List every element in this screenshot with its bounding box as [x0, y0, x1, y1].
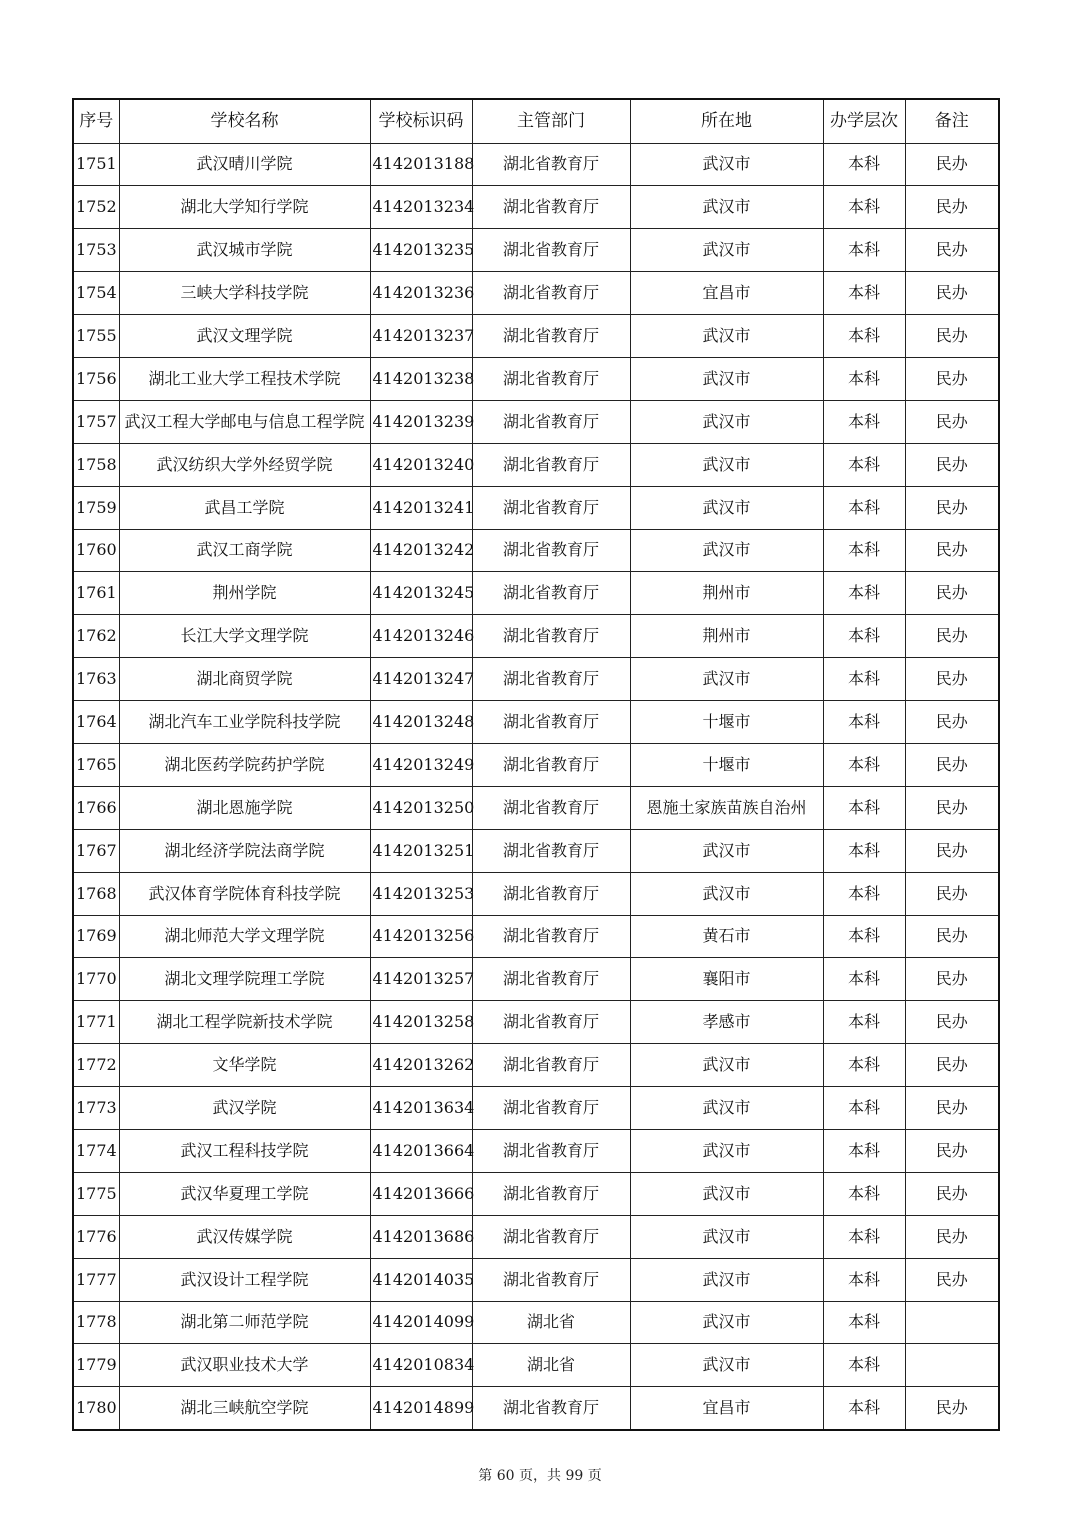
- cell-location: 武汉市: [630, 1044, 823, 1087]
- cell-location: 孝感市: [630, 1001, 823, 1044]
- cell-school-code: 4142013253: [370, 872, 472, 915]
- cell-school-code: 4142013242: [370, 529, 472, 572]
- cell-location: 武汉市: [630, 529, 823, 572]
- table-row: [73, 315, 999, 358]
- cell-seq: 1760: [73, 529, 119, 572]
- header-authority: 主管部门: [472, 99, 630, 143]
- cell-location: 武汉市: [630, 658, 823, 701]
- cell-school-code: 4142013235: [370, 229, 472, 272]
- cell-level: 本科: [823, 1129, 905, 1172]
- table-row: [73, 872, 999, 915]
- cell-school-code: 4142013248: [370, 701, 472, 744]
- cell-seq: 1771: [73, 1001, 119, 1044]
- cell-remarks: 民办: [905, 1215, 999, 1258]
- cell-remarks: 民办: [905, 486, 999, 529]
- cell-school-code: 4142010834: [370, 1344, 472, 1387]
- cell-school-code: 4142014035: [370, 1258, 472, 1301]
- cell-seq: 1779: [73, 1344, 119, 1387]
- cell-remarks: 民办: [905, 400, 999, 443]
- cell-authority: 湖北省教育厅: [472, 915, 630, 958]
- cell-school-name: 荆州学院: [119, 572, 370, 615]
- cell-authority: 湖北省教育厅: [472, 1387, 630, 1430]
- cell-school-name: 三峡大学科技学院: [119, 272, 370, 315]
- cell-school-code: 4142013258: [370, 1001, 472, 1044]
- cell-remarks: 民办: [905, 743, 999, 786]
- header-seq: 序号: [73, 99, 119, 143]
- cell-authority: 湖北省: [472, 1344, 630, 1387]
- cell-school-name: 武汉职业技术大学: [119, 1344, 370, 1387]
- cell-seq: 1759: [73, 486, 119, 529]
- cell-school-name: 武汉纺织大学外经贸学院: [119, 443, 370, 486]
- cell-level: 本科: [823, 701, 905, 744]
- cell-school-code: 4142013666: [370, 1172, 472, 1215]
- cell-school-code: 4142013241: [370, 486, 472, 529]
- cell-remarks: 民办: [905, 143, 999, 186]
- cell-school-name: 湖北汽车工业学院科技学院: [119, 701, 370, 744]
- cell-remarks: 民办: [905, 572, 999, 615]
- table-row: [73, 1044, 999, 1087]
- cell-seq: 1770: [73, 958, 119, 1001]
- cell-level: 本科: [823, 529, 905, 572]
- cell-remarks: 民办: [905, 658, 999, 701]
- cell-location: 武汉市: [630, 143, 823, 186]
- cell-level: 本科: [823, 958, 905, 1001]
- cell-school-name: 武汉城市学院: [119, 229, 370, 272]
- cell-school-name: 武汉工商学院: [119, 529, 370, 572]
- table-row: [73, 743, 999, 786]
- cell-school-code: 4142013250: [370, 786, 472, 829]
- cell-school-name: 武汉文理学院: [119, 315, 370, 358]
- cell-level: 本科: [823, 615, 905, 658]
- cell-level: 本科: [823, 915, 905, 958]
- table-row: [73, 357, 999, 400]
- cell-remarks: 民办: [905, 1387, 999, 1430]
- cell-remarks: 民办: [905, 229, 999, 272]
- cell-authority: 湖北省教育厅: [472, 400, 630, 443]
- cell-location: 襄阳市: [630, 958, 823, 1001]
- cell-school-name: 武汉体育学院体育科技学院: [119, 872, 370, 915]
- table-row: [73, 786, 999, 829]
- cell-school-name: 湖北第二师范学院: [119, 1301, 370, 1344]
- cell-location: 恩施土家族苗族自治州: [630, 786, 823, 829]
- table-row: [73, 486, 999, 529]
- cell-seq: 1753: [73, 229, 119, 272]
- cell-level: 本科: [823, 143, 905, 186]
- cell-school-name: 湖北工程学院新技术学院: [119, 1001, 370, 1044]
- cell-level: 本科: [823, 572, 905, 615]
- cell-level: 本科: [823, 829, 905, 872]
- cell-remarks: 民办: [905, 1044, 999, 1087]
- cell-school-name: 湖北文理学院理工学院: [119, 958, 370, 1001]
- cell-remarks: 民办: [905, 1258, 999, 1301]
- cell-location: 武汉市: [630, 1344, 823, 1387]
- table-body: [73, 143, 999, 1430]
- cell-authority: 湖北省教育厅: [472, 872, 630, 915]
- cell-school-name: 湖北三峡航空学院: [119, 1387, 370, 1430]
- cell-authority: 湖北省教育厅: [472, 1258, 630, 1301]
- cell-school-name: 湖北工业大学工程技术学院: [119, 357, 370, 400]
- cell-authority: 湖北省教育厅: [472, 658, 630, 701]
- cell-location: 武汉市: [630, 443, 823, 486]
- cell-location: 宜昌市: [630, 1387, 823, 1430]
- cell-remarks: 民办: [905, 1087, 999, 1130]
- cell-level: 本科: [823, 743, 905, 786]
- cell-remarks: 民办: [905, 829, 999, 872]
- cell-remarks: [905, 1301, 999, 1344]
- cell-level: 本科: [823, 315, 905, 358]
- cell-seq: 1777: [73, 1258, 119, 1301]
- cell-authority: 湖北省教育厅: [472, 958, 630, 1001]
- cell-authority: 湖北省教育厅: [472, 357, 630, 400]
- table-row: [73, 400, 999, 443]
- cell-location: 武汉市: [630, 229, 823, 272]
- table-row: [73, 143, 999, 186]
- cell-remarks: 民办: [905, 529, 999, 572]
- table-row: [73, 229, 999, 272]
- cell-school-code: 4142013239: [370, 400, 472, 443]
- cell-school-code: 4142013686: [370, 1215, 472, 1258]
- cell-location: 武汉市: [630, 186, 823, 229]
- cell-authority: 湖北省教育厅: [472, 143, 630, 186]
- cell-seq: 1758: [73, 443, 119, 486]
- cell-seq: 1766: [73, 786, 119, 829]
- cell-location: 黄石市: [630, 915, 823, 958]
- cell-school-code: 4142013251: [370, 829, 472, 872]
- cell-level: 本科: [823, 1215, 905, 1258]
- cell-remarks: 民办: [905, 1001, 999, 1044]
- cell-seq: 1778: [73, 1301, 119, 1344]
- cell-level: 本科: [823, 786, 905, 829]
- cell-school-name: 武汉传媒学院: [119, 1215, 370, 1258]
- cell-school-code: 4142013249: [370, 743, 472, 786]
- cell-school-code: 4142013238: [370, 357, 472, 400]
- table-row: [73, 1087, 999, 1130]
- cell-level: 本科: [823, 357, 905, 400]
- table-row: [73, 829, 999, 872]
- cell-remarks: 民办: [905, 958, 999, 1001]
- cell-seq: 1761: [73, 572, 119, 615]
- cell-school-code: 4142013246: [370, 615, 472, 658]
- table-header: [73, 99, 999, 143]
- cell-location: 武汉市: [630, 1301, 823, 1344]
- cell-remarks: 民办: [905, 872, 999, 915]
- cell-authority: 湖北省教育厅: [472, 443, 630, 486]
- cell-seq: 1774: [73, 1129, 119, 1172]
- cell-location: 武汉市: [630, 400, 823, 443]
- cell-school-code: 4142013256: [370, 915, 472, 958]
- cell-authority: 湖北省教育厅: [472, 829, 630, 872]
- cell-seq: 1764: [73, 701, 119, 744]
- cell-school-code: 4142013262: [370, 1044, 472, 1087]
- table-row: [73, 1258, 999, 1301]
- cell-authority: 湖北省教育厅: [472, 743, 630, 786]
- cell-school-name: 文华学院: [119, 1044, 370, 1087]
- cell-authority: 湖北省教育厅: [472, 572, 630, 615]
- table-row: [73, 272, 999, 315]
- cell-level: 本科: [823, 272, 905, 315]
- cell-school-code: 4142013664: [370, 1129, 472, 1172]
- cell-remarks: 民办: [905, 1129, 999, 1172]
- cell-authority: 湖北省教育厅: [472, 315, 630, 358]
- schools-table: [72, 98, 1000, 1431]
- cell-seq: 1775: [73, 1172, 119, 1215]
- cell-authority: 湖北省教育厅: [472, 229, 630, 272]
- cell-level: 本科: [823, 658, 905, 701]
- table-row: [73, 1001, 999, 1044]
- cell-seq: 1757: [73, 400, 119, 443]
- cell-authority: 湖北省教育厅: [472, 1129, 630, 1172]
- cell-school-name: 武汉学院: [119, 1087, 370, 1130]
- cell-seq: 1768: [73, 872, 119, 915]
- cell-seq: 1776: [73, 1215, 119, 1258]
- cell-level: 本科: [823, 486, 905, 529]
- cell-location: 武汉市: [630, 357, 823, 400]
- cell-seq: 1754: [73, 272, 119, 315]
- cell-school-name: 长江大学文理学院: [119, 615, 370, 658]
- cell-school-code: 4142013236: [370, 272, 472, 315]
- header-remarks: 备注: [905, 99, 999, 143]
- cell-location: 武汉市: [630, 1172, 823, 1215]
- table-row: [73, 701, 999, 744]
- cell-level: 本科: [823, 1301, 905, 1344]
- cell-level: 本科: [823, 186, 905, 229]
- table-row: [73, 958, 999, 1001]
- cell-authority: 湖北省教育厅: [472, 186, 630, 229]
- table-row: [73, 1129, 999, 1172]
- cell-school-code: 4142014099: [370, 1301, 472, 1344]
- table-row: [73, 529, 999, 572]
- cell-school-name: 武汉设计工程学院: [119, 1258, 370, 1301]
- cell-remarks: 民办: [905, 357, 999, 400]
- header-level: 办学层次: [823, 99, 905, 143]
- cell-level: 本科: [823, 229, 905, 272]
- cell-school-code: 4142013237: [370, 315, 472, 358]
- cell-level: 本科: [823, 1258, 905, 1301]
- cell-school-name: 武汉工程科技学院: [119, 1129, 370, 1172]
- cell-level: 本科: [823, 1344, 905, 1387]
- header-location: 所在地: [630, 99, 823, 143]
- cell-school-code: 4142013634: [370, 1087, 472, 1130]
- cell-level: 本科: [823, 1044, 905, 1087]
- cell-seq: 1773: [73, 1087, 119, 1130]
- cell-school-code: 4142013240: [370, 443, 472, 486]
- cell-remarks: 民办: [905, 186, 999, 229]
- cell-school-code: 4142013247: [370, 658, 472, 701]
- cell-authority: 湖北省教育厅: [472, 615, 630, 658]
- table-row: [73, 615, 999, 658]
- cell-school-code: 4142013188: [370, 143, 472, 186]
- cell-location: 武汉市: [630, 1258, 823, 1301]
- cell-remarks: [905, 1344, 999, 1387]
- cell-location: 武汉市: [630, 1087, 823, 1130]
- cell-school-code: 4142013245: [370, 572, 472, 615]
- cell-location: 武汉市: [630, 872, 823, 915]
- cell-remarks: 民办: [905, 786, 999, 829]
- cell-school-name: 武汉工程大学邮电与信息工程学院: [119, 400, 370, 443]
- cell-location: 荆州市: [630, 572, 823, 615]
- cell-school-name: 湖北师范大学文理学院: [119, 915, 370, 958]
- cell-remarks: 民办: [905, 443, 999, 486]
- cell-authority: 湖北省: [472, 1301, 630, 1344]
- cell-location: 荆州市: [630, 615, 823, 658]
- cell-level: 本科: [823, 1001, 905, 1044]
- cell-location: 宜昌市: [630, 272, 823, 315]
- cell-location: 武汉市: [630, 1215, 823, 1258]
- cell-school-name: 武昌工学院: [119, 486, 370, 529]
- cell-authority: 湖北省教育厅: [472, 486, 630, 529]
- cell-school-name: 湖北恩施学院: [119, 786, 370, 829]
- cell-seq: 1767: [73, 829, 119, 872]
- cell-school-name: 湖北经济学院法商学院: [119, 829, 370, 872]
- cell-authority: 湖北省教育厅: [472, 1044, 630, 1087]
- cell-authority: 湖北省教育厅: [472, 1172, 630, 1215]
- cell-seq: 1772: [73, 1044, 119, 1087]
- table-row: [73, 1344, 999, 1387]
- cell-remarks: 民办: [905, 915, 999, 958]
- cell-seq: 1769: [73, 915, 119, 958]
- cell-school-code: 4142014899: [370, 1387, 472, 1430]
- cell-authority: 湖北省教育厅: [472, 701, 630, 744]
- cell-level: 本科: [823, 1387, 905, 1430]
- table-row: [73, 1215, 999, 1258]
- cell-school-name: 湖北商贸学院: [119, 658, 370, 701]
- cell-authority: 湖北省教育厅: [472, 529, 630, 572]
- cell-authority: 湖北省教育厅: [472, 272, 630, 315]
- cell-location: 武汉市: [630, 829, 823, 872]
- cell-authority: 湖北省教育厅: [472, 1001, 630, 1044]
- cell-level: 本科: [823, 400, 905, 443]
- cell-remarks: 民办: [905, 272, 999, 315]
- cell-location: 武汉市: [630, 486, 823, 529]
- table-row: [73, 443, 999, 486]
- table-row: [73, 1387, 999, 1430]
- cell-remarks: 民办: [905, 615, 999, 658]
- cell-level: 本科: [823, 1172, 905, 1215]
- header-row: [73, 99, 999, 143]
- cell-remarks: 民办: [905, 315, 999, 358]
- cell-school-code: 4142013257: [370, 958, 472, 1001]
- cell-location: 十堰市: [630, 701, 823, 744]
- page-footer: 第 60 页，共 99 页: [478, 1468, 602, 1484]
- cell-level: 本科: [823, 1087, 905, 1130]
- cell-seq: 1762: [73, 615, 119, 658]
- table-row: [73, 658, 999, 701]
- table-row: [73, 915, 999, 958]
- cell-seq: 1751: [73, 143, 119, 186]
- cell-authority: 湖北省教育厅: [472, 1215, 630, 1258]
- cell-remarks: 民办: [905, 701, 999, 744]
- cell-location: 武汉市: [630, 1129, 823, 1172]
- cell-location: 十堰市: [630, 743, 823, 786]
- cell-remarks: 民办: [905, 1172, 999, 1215]
- cell-seq: 1752: [73, 186, 119, 229]
- cell-school-name: 武汉晴川学院: [119, 143, 370, 186]
- cell-seq: 1763: [73, 658, 119, 701]
- cell-school-code: 4142013234: [370, 186, 472, 229]
- cell-authority: 湖北省教育厅: [472, 1087, 630, 1130]
- header-school-name: 学校名称: [119, 99, 370, 143]
- table-row: [73, 1301, 999, 1344]
- cell-location: 武汉市: [630, 315, 823, 358]
- cell-authority: 湖北省教育厅: [472, 786, 630, 829]
- table-row: [73, 186, 999, 229]
- cell-seq: 1780: [73, 1387, 119, 1430]
- header-school-code: 学校标识码: [370, 99, 472, 143]
- cell-school-name: 湖北大学知行学院: [119, 186, 370, 229]
- table-row: [73, 1172, 999, 1215]
- cell-seq: 1756: [73, 357, 119, 400]
- cell-level: 本科: [823, 872, 905, 915]
- table-row: [73, 572, 999, 615]
- cell-seq: 1755: [73, 315, 119, 358]
- cell-school-name: 武汉华夏理工学院: [119, 1172, 370, 1215]
- cell-level: 本科: [823, 443, 905, 486]
- cell-school-name: 湖北医药学院药护学院: [119, 743, 370, 786]
- cell-seq: 1765: [73, 743, 119, 786]
